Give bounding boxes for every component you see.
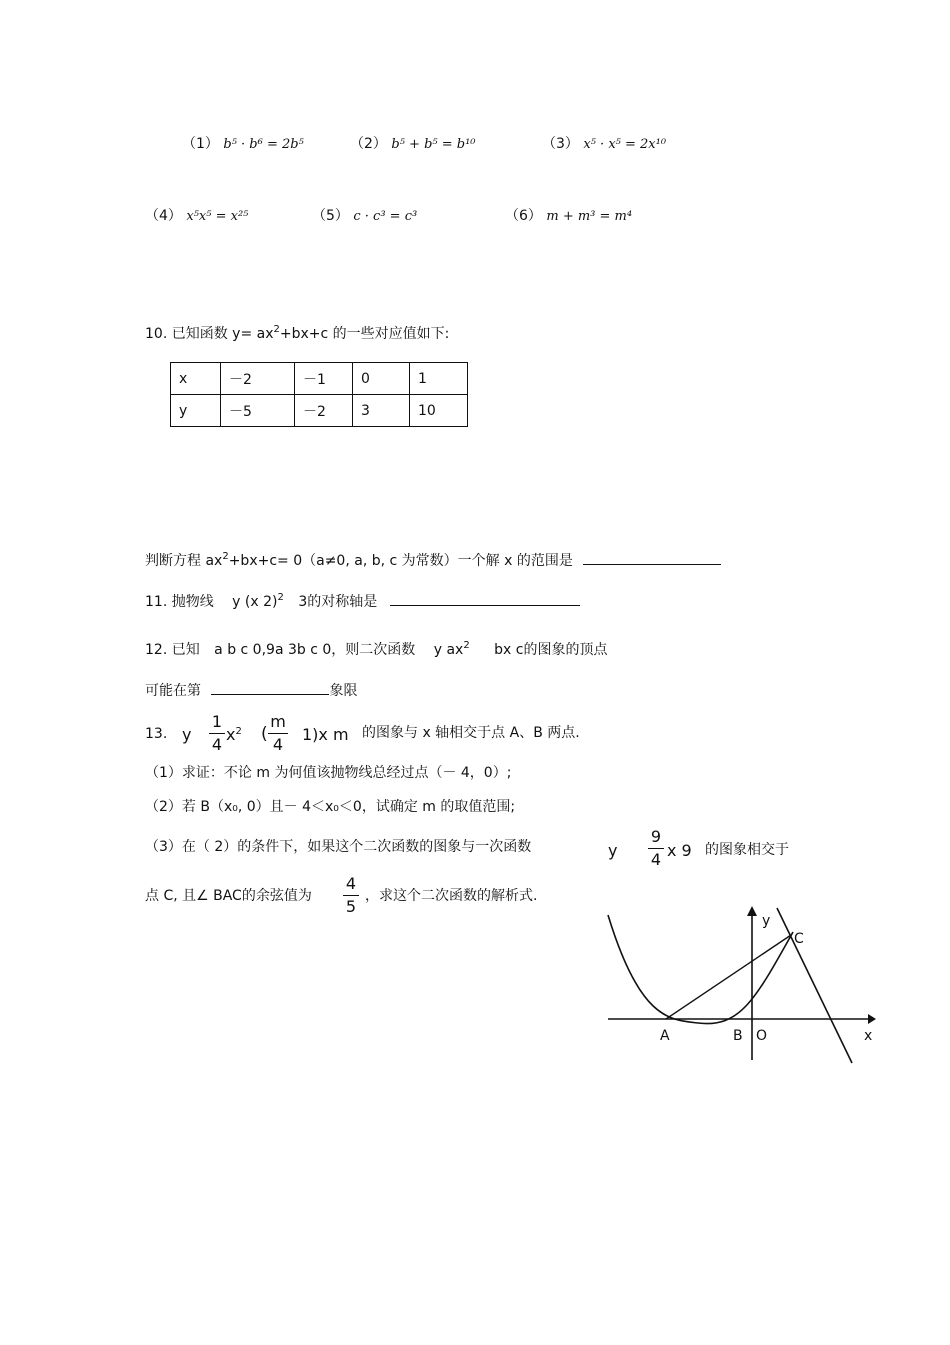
fraction-bar xyxy=(268,733,288,734)
q13-number: 13. xyxy=(145,726,168,742)
q11-line xyxy=(145,592,580,610)
q12-text: 可能在第 xyxy=(145,683,201,699)
q13-sup: 2 xyxy=(235,726,242,737)
answer-blank[interactable] xyxy=(390,605,580,606)
parabola-graph xyxy=(600,900,890,1070)
table-row-x xyxy=(171,363,468,395)
q10-judge-prefix: 判断方程 ax xyxy=(145,553,223,569)
q9-item-expr: c · c³ = c³ xyxy=(353,209,418,224)
q13-part-3-y: y xyxy=(608,841,618,860)
q9-item-2 xyxy=(350,137,476,151)
label-x: x xyxy=(864,1028,873,1044)
table-cell: －1 xyxy=(295,363,353,395)
q11-prefix: 11. 抛物线 xyxy=(145,594,214,610)
fraction-numerator: 4 xyxy=(345,874,357,893)
q9-item-label: （2） xyxy=(350,136,387,152)
fraction-denominator: 4 xyxy=(211,735,223,754)
q13-fraction-1 xyxy=(209,714,225,753)
label-a: A xyxy=(660,1028,670,1044)
fraction-denominator: 4 xyxy=(272,735,284,754)
label-c: C xyxy=(794,931,804,947)
q9-item-3 xyxy=(542,137,666,151)
fraction-numerator: 1 xyxy=(211,712,223,731)
q12-text: 的图象的顶点 xyxy=(523,642,608,658)
table-cell: 0 xyxy=(353,363,410,395)
parabola-curve xyxy=(608,915,793,1024)
table-cell: 3 xyxy=(353,395,410,427)
table-cell: －2 xyxy=(221,363,295,395)
q11-expr: y (x 2) xyxy=(232,594,278,610)
q13-part-3-text: 的图象相交于 xyxy=(705,842,789,858)
q11-expr-const: 3 xyxy=(298,594,308,610)
q13-part-3-expr: x 9 xyxy=(667,841,692,860)
fraction-numerator: m xyxy=(270,712,286,731)
label-b: B xyxy=(733,1028,743,1044)
fraction-numerator: 9 xyxy=(650,827,662,846)
q12-line-1 xyxy=(145,640,608,658)
q13-fraction-4 xyxy=(343,876,359,915)
table-cell: －2 xyxy=(295,395,353,427)
answer-blank[interactable] xyxy=(211,694,329,695)
q12-condition: a b c 0,9a 3b c 0 xyxy=(214,642,332,658)
label-o: O xyxy=(756,1028,768,1044)
q13-part-3-line2-end: ，求这个二次函数的解析式. xyxy=(365,888,538,904)
q9-item-expr: x⁵x⁵ = x²⁵ xyxy=(186,209,249,224)
q13-part-3-line2: 点 C, 且∠ BAC的余弦值为 xyxy=(145,888,312,904)
fraction-bar xyxy=(648,848,664,849)
q13-y: y xyxy=(182,725,192,744)
q12-expr: bx c xyxy=(494,642,524,658)
q10-judge-suffix: +bx+c= 0（a≠0, a, b, c 为常数）一个解 x 的范围是 xyxy=(228,553,573,569)
q9-item-label: （4） xyxy=(145,208,182,224)
q9-item-5 xyxy=(312,209,417,223)
q11-sup: 2 xyxy=(277,592,284,603)
q13-part-1: （1）求证：不论 m 为何值该抛物线总经过点（－ 4，0）; xyxy=(145,765,512,781)
q13-fraction-3 xyxy=(648,829,664,868)
table-row-y xyxy=(171,395,468,427)
fraction-denominator: 5 xyxy=(345,897,357,916)
q9-item-expr: x⁵ · x⁵ = 2x¹⁰ xyxy=(583,137,667,152)
fraction-bar xyxy=(343,895,359,896)
q10-stem-sup: 2 xyxy=(273,324,280,335)
y-axis-arrow-icon xyxy=(747,906,757,916)
q9-item-label: （5） xyxy=(312,208,349,224)
x-axis-arrow-icon xyxy=(868,1014,876,1024)
table-cell: 1 xyxy=(410,363,468,395)
q13-x: x xyxy=(226,725,236,744)
q13-fraction-2 xyxy=(268,714,288,753)
q10-stem xyxy=(145,324,450,342)
q13-description: 的图象与 x 轴相交于点 A、B 两点. xyxy=(362,725,580,741)
table-cell: 10 xyxy=(410,395,468,427)
q13-x2 xyxy=(226,727,242,743)
q9-item-expr: m + m³ = m⁴ xyxy=(546,209,633,224)
segment-ac xyxy=(666,935,791,1019)
fraction-bar xyxy=(209,733,225,734)
q12-line-2 xyxy=(145,684,357,698)
q9-item-1 xyxy=(182,137,304,151)
q11-suffix: 的对称轴是 xyxy=(307,594,378,610)
q13-part-2: （2）若 B（x₀, 0）且－ 4＜x₀＜0，试确定 m 的取值范围; xyxy=(145,799,516,815)
table-cell: x xyxy=(171,363,221,395)
q10-stem-prefix: 10. 已知函数 y= ax xyxy=(145,326,274,342)
q12-text: 象限 xyxy=(329,683,358,699)
q10-value-table xyxy=(170,362,468,427)
q12-sup: 2 xyxy=(463,640,470,651)
q13-tail: 1)x m xyxy=(302,725,349,744)
table-cell: y xyxy=(171,395,221,427)
q12-expr: y ax xyxy=(433,642,464,658)
q9-item-label: （6） xyxy=(505,208,542,224)
linear-function-line xyxy=(777,908,852,1063)
q12-text: 12. 已知 xyxy=(145,642,200,658)
q10-judge-sup: 2 xyxy=(222,551,229,562)
q13-part-3: （3）在（ 2）的条件下，如果这个二次函数的图象与一次函数 xyxy=(145,839,532,855)
q9-item-label: （1） xyxy=(182,136,219,152)
answer-blank[interactable] xyxy=(583,564,721,565)
q9-item-label: （3） xyxy=(542,136,579,152)
q13-paren: ( xyxy=(261,724,268,744)
q9-item-4 xyxy=(145,209,248,223)
q9-item-expr: b⁵ · b⁶ = 2b⁵ xyxy=(223,137,304,152)
table-cell: －5 xyxy=(221,395,295,427)
q10-judge-line xyxy=(145,551,721,569)
q10-stem-suffix: +bx+c 的一些对应值如下: xyxy=(279,326,450,342)
q9-item-6 xyxy=(505,209,632,223)
q12-text: ，则二次函数 xyxy=(331,642,416,658)
fraction-denominator: 4 xyxy=(650,850,662,869)
q9-item-expr: b⁵ + b⁵ = b¹⁰ xyxy=(391,137,476,152)
label-y: y xyxy=(762,913,771,929)
